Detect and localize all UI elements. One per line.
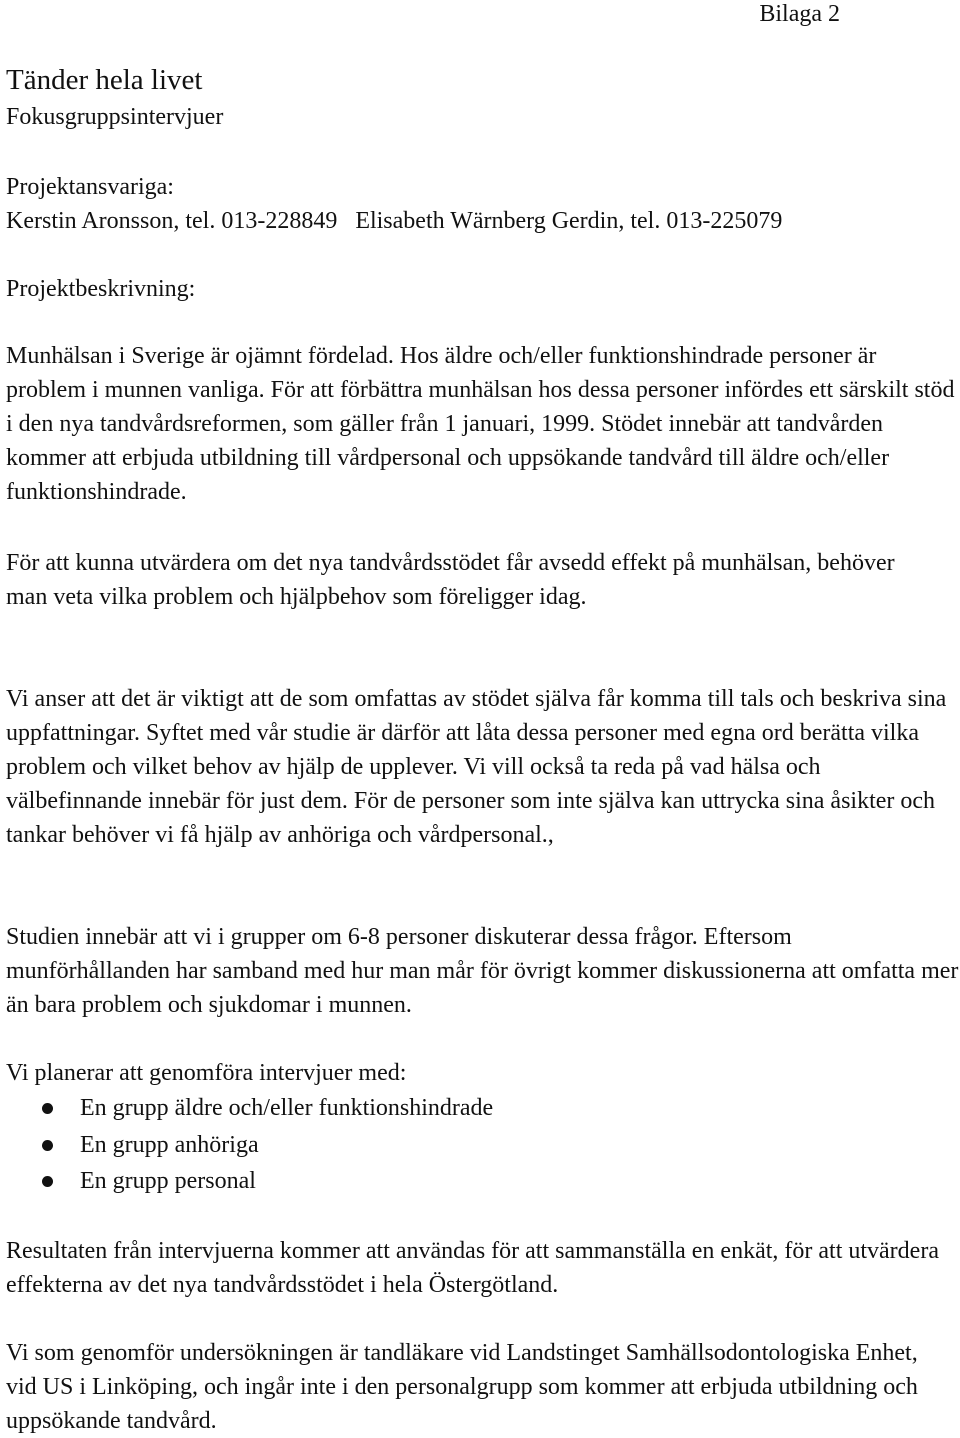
list-item	[0, 1090, 493, 1127]
list-item-label: En grupp anhöriga	[80, 1131, 259, 1158]
paragraph-study: Studien innebär att vi i grupper om 6-8 personer diskuterar dessa frågor. Eftersom munförhållanden har samband med hur man mår för övrigt kommer diskussionerna att omfatta mer än bara problem och sjukdomar i munnen.	[6, 924, 959, 1018]
list-item	[0, 1127, 493, 1164]
bullet-icon	[42, 1140, 53, 1151]
responsible-people: Kerstin Aronsson, tel. 013-228849 Elisabeth Wärnberg Gerdin, tel. 013-225079	[6, 208, 783, 234]
paragraph-view: Vi anser att det är viktigt att de som omfattas av stödet själva får komma till tals och beskriva sina uppfattningar. Syftet med vår studie är därför att låta dessa personer med egna ord berätta vilka problem och vilket behov av hjälp de upplever. Vi vill också ta reda på vad hälsa och välbefinnande innebär för just dem. För de personer som inte själva kan uttrycka sina åsikter och tankar behöver vi få hjälp av anhöriga och vårdpersonal.,	[6, 686, 947, 848]
paragraph-evaluation: För att kunna utvärdera om det nya tandvårdsstödet får avsedd effekt på munhälsan, behöver man veta vilka problem och hjälpbehov som föreligger idag.	[6, 550, 895, 610]
list-item-label: En grupp personal	[80, 1168, 256, 1194]
paragraph-researchers: Vi som genomför undersökningen är tandläkare vid Landstinget Samhällsodontologiska Enhet, vid US i Linköping, och ingår inte i den personalgrupp som kommer att erbjuda utbildning och uppsökande tandvård.	[6, 1340, 918, 1434]
list-item-label: En grupp äldre och/eller funktionshindrade	[80, 1095, 494, 1121]
bullet-icon	[42, 1103, 53, 1114]
interview-group-list	[0, 1090, 493, 1200]
responsible-heading: Projektansvariga:	[6, 174, 174, 200]
description-heading: Projektbeskrivning:	[6, 276, 196, 302]
appendix-label: Bilaga 2	[759, 1, 840, 27]
document-subtitle: Fokusgruppsintervjuer	[6, 104, 224, 130]
responsible-section	[6, 170, 960, 238]
paragraph-results: Resultaten från intervjuerna kommer att användas för att sammanställa en enkät, för att utvärdera effekterna av det nya tandvårdsstödet i hela Östergötland.	[6, 1238, 939, 1298]
document-title: Tänder hela livet	[6, 64, 203, 96]
bullet-icon	[42, 1176, 53, 1187]
paragraph-intro: Munhälsan i Sverige är ojämnt fördelad. Hos äldre och/eller funktionshindrade personer är problem i munnen vanliga. För att förbättra munhälsan hos dessa personer infördes ett särskilt stöd i den nya tandvårdsreformen, som gäller från 1 januari, 1999. Stödet innebär att tandvården kommer att erbjuda utbildning till vårdpersonal och uppsökande tandvård till äldre och/eller funktionshindrade.	[6, 343, 955, 505]
list-item	[0, 1163, 493, 1200]
paragraph-plan: Vi planerar att genomföra intervjuer med:	[6, 1060, 407, 1086]
